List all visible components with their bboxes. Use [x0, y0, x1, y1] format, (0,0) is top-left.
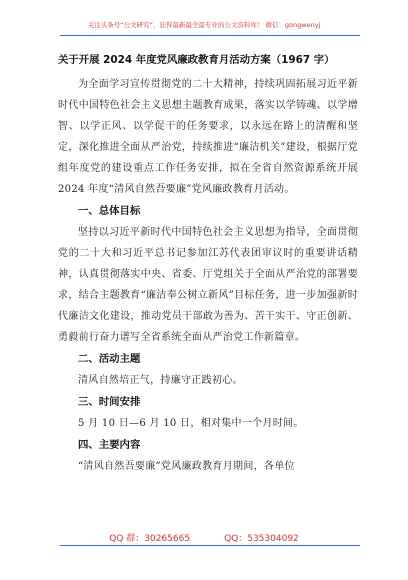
- section-heading-schedule: 三、时间安排: [78, 396, 141, 408]
- footer-qq: QQ：535304092: [224, 534, 299, 544]
- section-body-goals: 坚持以习近平新时代中国特色社会主义思想为指导，全面贯彻党的二十大和习近平总书记参加江苏代表团审议时的重要讲话精神，认真贯彻落实中央、省委、厅党组关于全面从严治党的部署要求，结合主题教育“廉洁奉公树立新风”目标任务，进一步加强新时代廉洁文化建设，推动党员干部敢为善为、苦干实干、守正创新、勇毅前行奋力谱写全省系统全面从严治党工作新篇章。: [58, 227, 358, 343]
- section-heading-goals: 一、总体目标: [78, 205, 141, 217]
- document-title: 关于开展 2024 年度党风廉政教育月活动方案（1967 字）: [58, 54, 335, 66]
- intro-paragraph: 为全面学习宣传贯彻党的二十大精神，持续巩固拓展习近平新时代中国特色社会主义思想主题教育成果，落实以学铸魂、以学增智、以学正风、以学促干的任务要求，以永远在路上的清醒和坚定，深化推进全面从严治党，持续推进“廉洁机关”建设，根据厅党组年度党的建设重点工作任务安排，拟在全省自然资源系统开展 2024 年度“清风自然吾要廉”党风廉政教育月活动。: [58, 79, 358, 195]
- section-heading-content: 四、主要内容: [78, 439, 141, 451]
- section-body-content: “清风自然吾要廉”党风廉政教育月期间，各单位: [78, 461, 295, 472]
- header-banner: 关注头条号“公文研究”，获得最新最全最专业的公文资料库！ 微信：gongwenyj: [87, 21, 321, 29]
- document-body: [58, 48, 358, 477]
- section-body-theme: 清风自然培正气，持廉守正践初心。: [78, 375, 243, 386]
- header-divider: [60, 35, 360, 36]
- footer-contact: [0, 531, 408, 544]
- footer-divider: [60, 545, 360, 546]
- footer-qq-group: QQ 群：30265665: [109, 534, 191, 544]
- section-body-schedule: 5 月 10 日—6 月 10 日，相对集中一个月时间。: [78, 418, 304, 429]
- section-heading-theme: 二、活动主题: [78, 353, 141, 365]
